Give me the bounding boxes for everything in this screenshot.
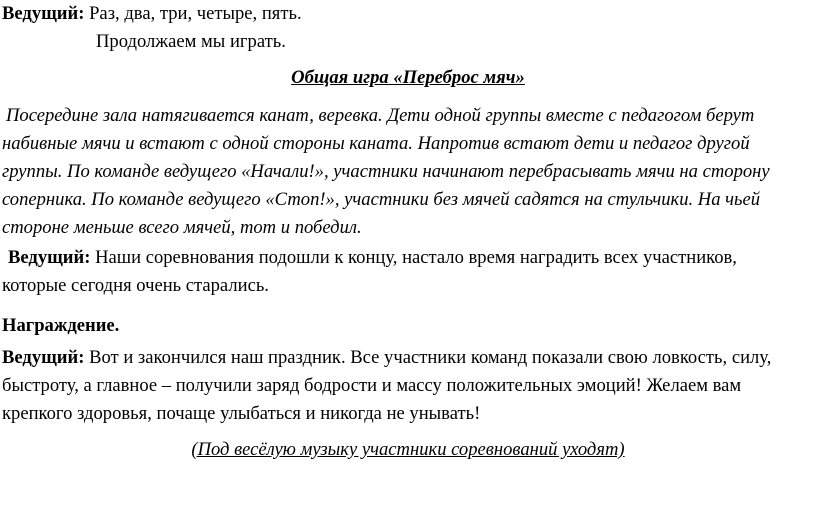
closing-note: (Под весёлую музыку участники соревнований уходят): [191, 439, 625, 460]
speaker-label: Ведущий:: [2, 3, 85, 24]
speaker-label: Ведущий:: [2, 347, 85, 368]
speaker-paragraph-2: [2, 244, 802, 300]
opening-text: Раз, два, три, четыре, пять.: [89, 3, 302, 24]
game-title: Общая игра «Переброс мяч»: [291, 67, 525, 88]
speaker-paragraph-3: [2, 344, 814, 428]
paragraph-2-text: Наши соревнования подошли к концу, настало время наградить всех участников, которые сегодня очень старались.: [2, 247, 737, 296]
game-description: Посередине зала натягивается канат, веревка. Дети одной группы вместе с педагогом берут набивные мячи и встают с одной стороны каната. Напротив встают дети и педагог другой группы. По команде ведущего «Начали!», участники начинают перебрасывать мячи на сторону соперника. По команде ведущего «Стоп!», участники без мячей садятся на стульчики. На чьей стороне меньше всего мячей, тот и победил.: [2, 105, 770, 238]
paragraph-3-text: Вот и закончился наш праздник. Все участники команд показали свою ловкость, силу, быстроту, а главное – получили заряд бодрости и массу положительных эмоций! Желаем вам крепкого здоровья, почаще улыбаться и никогда не унывать!: [2, 347, 772, 424]
second-line: Продолжаем мы играть.: [96, 31, 286, 52]
award-heading: Награждение.: [2, 315, 120, 336]
opening-line: [2, 0, 814, 28]
speaker-label: Ведущий:: [8, 247, 91, 268]
